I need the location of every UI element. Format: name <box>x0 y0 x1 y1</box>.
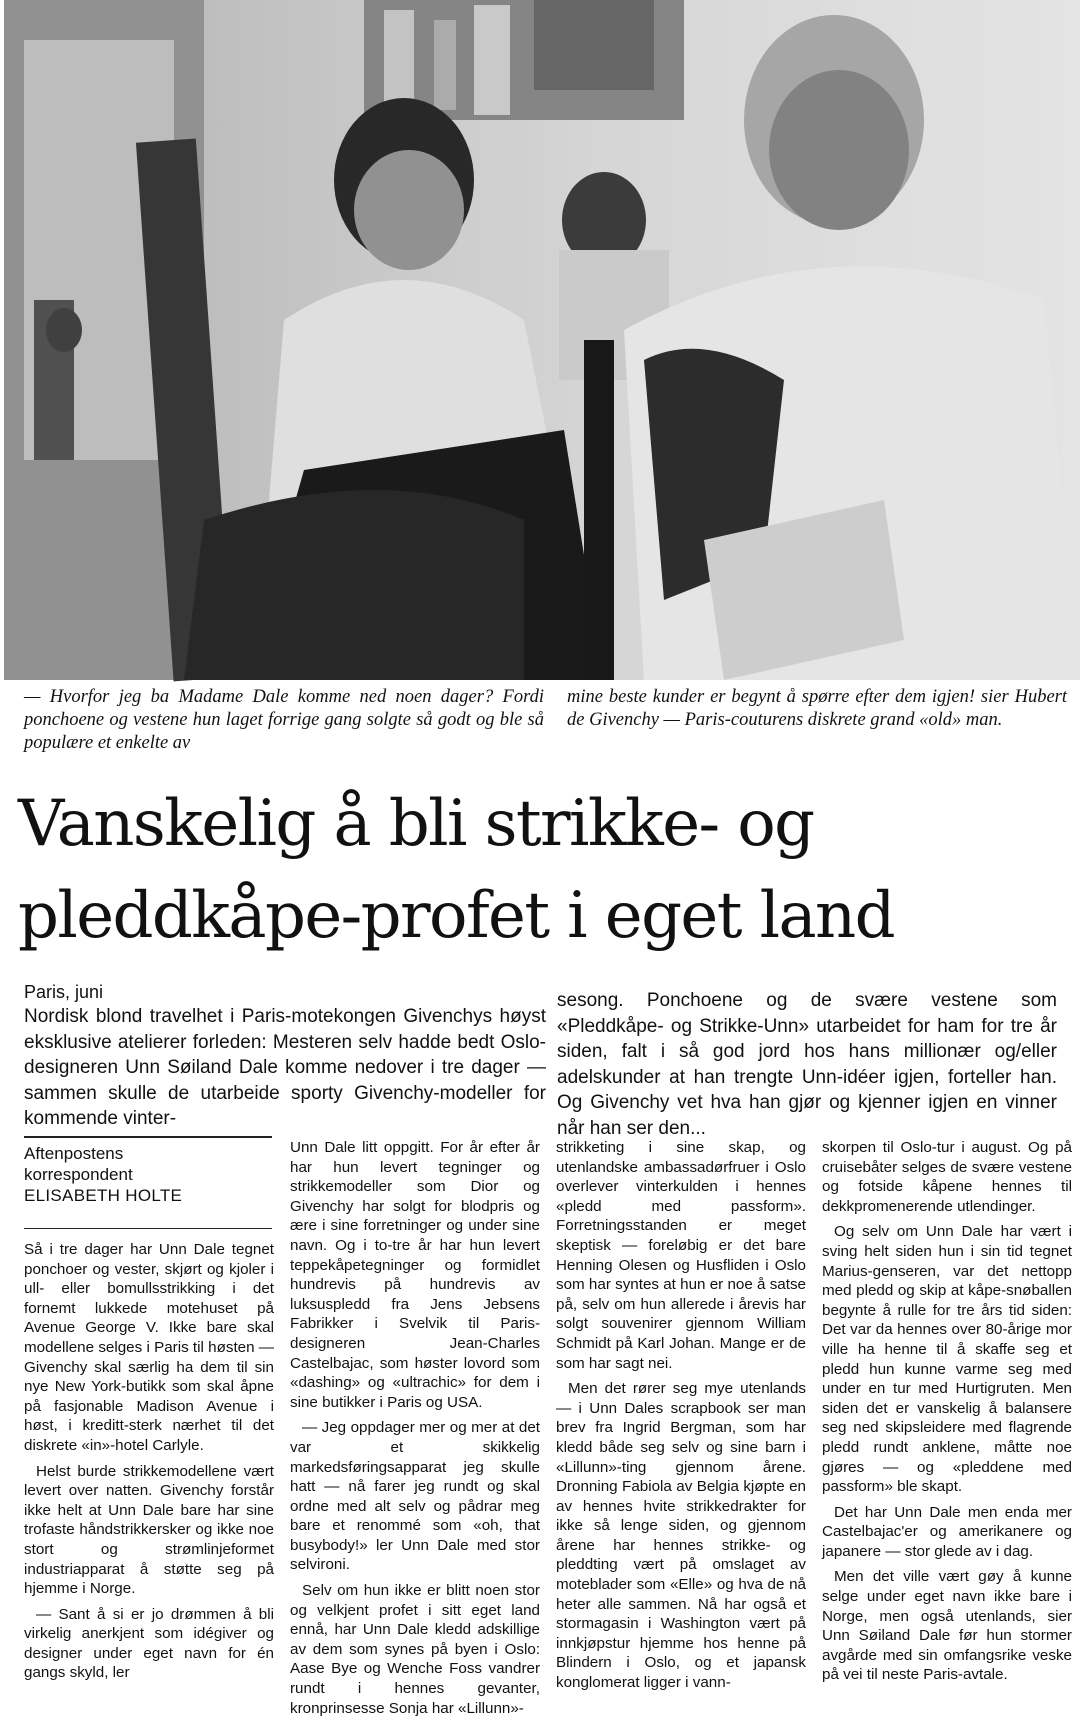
divider-byline-top <box>24 1136 272 1138</box>
paragraph: — Jeg oppdager mer og mer at det var et skikkelig markedsføringsapparat jeg skulle hatt — nå farer jeg rundt og skal ordne med alt selv og pådrar meg bare et renommé som «oh, that busybody!» ler Unn Dale med stor selvironi. <box>290 1419 540 1574</box>
headline <box>18 778 1078 962</box>
divider-byline-bottom <box>24 1228 272 1229</box>
body-column-3 <box>556 1138 806 1705</box>
paragraph: Helst burde strikkemodellene vært levert over natten. Givenchy forstår ikke helt at Unn Dale bare har sine trofaste håndstrikkersker og ikke noe stort og strømlinjeformet industriapparat å støtte seg på hjemme i Norge. <box>24 1462 274 1598</box>
paragraph: Unn Dale litt oppgitt. For år efter år har hun levert tegninger og strikkemodeller som Dior og Givenchy har solgt for blodpris og ære i sine forretninger og under sine navn. Og i to-tre år har hun levert teppekåpetegninger og formidlet hundrevis på hundrevis av luksuspledd fra Jens Jebsens Fabrikker i Svelvik til Paris-designeren Jean-Charles Castelbajac, som høster lovord som «dashing» og «ultrachic» for dem i sine butikker i Paris og USA. <box>290 1139 540 1411</box>
body-column-1 <box>24 1240 274 1705</box>
paragraph: skorpen til Oslo-tur i august. Og på cruisebåter selges de svære vestene og fotside kåpene hennes til dekkpromenerende utlendinger. <box>822 1139 1072 1215</box>
paragraph: Men det rører seg mye utenlands — i Unn Dales scrapbook ser man brev fra Ingrid Bergman, som har kledd både seg selv og sine barn i «Lillunn»-ting gjennom årene. Dronning Fabiola av Belgia kjøpte en av hennes hvite strikkedrakter for ikke så lenge siden, og gjennom årene har hennes strikke- og pleddting vært på omslaget av moteblader som «Elle» og hva de nå heter alle sammen. Nå har også et stormagasin i Washington vært på innkjøpstur hjemme hos henne på Blindern i Oslo, og et japansk konglomerat ligger i vann- <box>556 1380 806 1692</box>
paragraph: Så i tre dager har Unn Dale tegnet ponchoer og vester, skjørt og kjoler i ull- eller bomullsstrikking i det fornemt lukkede motehuset på Avenue George V. Ikke bare skal modellene selges i Paris til høsten — Givenchy skal særlig ha dem til sin nye New York-butikk som skal åpne på fasjonable Madison Avenue i høst, i kreditt-sterk nærhet til det diskrete «in»-hotel Carlyle. <box>24 1241 274 1454</box>
headline-line-2: pleddkåpe-profet i eget land <box>18 879 894 953</box>
paragraph: Og selv om Unn Dale har vært i sving helt siden hun i sin tid tegnet Marius-genseren, var det nettopp med pledd og skip at kåpe-snøballen begynte å rulle for tre års tid siden: Det var da hennes over 80-årige mor ville ha henne til å skaffe seg et pledd hun kunne varme seg med under en tur med Hurtigruten. Men siden det er vanskelig å balansere seg ned skipsleidere med flagrende pledd rundt anklene, måtte noe gjøres — og «pleddene med passform» ble skapt. <box>822 1223 1072 1496</box>
paragraph: Det har Unn Dale men enda mer Castelbajac'er og amerikanere og japanere — stor glede av i dag. <box>822 1503 1072 1560</box>
article-photo <box>4 0 1080 680</box>
paragraph: Selv om hun ikke er blitt noen stor og velkjent profet i sitt eget land ennå, har Unn Dale kledd adskillige av dem som synes på byen i Oslo: Aase Bye og Wenche Foss vandrer rundt i hennes gevanter, kronprinsesse Sonja har «Lillunn»- <box>290 1582 540 1717</box>
headline-line-1: Vanskelig å bli strikke- og <box>18 787 814 861</box>
paragraph: Men det ville vært gøy å kunne selge under eget navn ikke bare i Norge, men også utenlands, sier Unn Søiland Dale før hun stormer avgårde med sin omfangsrike veske på vei til neste Paris-avtale. <box>822 1568 1072 1684</box>
byline-line-2: korrespondent <box>24 1165 133 1184</box>
byline-author: ELISABETH HOLTE <box>24 1186 183 1205</box>
lead-paragraph-right: sesong. Ponchoene og de svære vestene som «Pleddkåpe- og Strikke-Unn» utarbeidet for ham for tre år siden, falt i så god jord hos hans millionær og/eller adelskunder at han trengte Unn-idéer igjen, forteller han. Og Givenchy vet hva han gjør og kjenner igjen en vinner når han ser den... <box>557 990 1057 1139</box>
photo-illustration <box>4 0 1080 680</box>
body-column-2 <box>290 1138 540 1717</box>
body-column-4 <box>822 1138 1072 1705</box>
dateline: Paris, juni <box>24 982 104 1002</box>
photo-caption-left: — Hvorfor jeg ba Madame Dale komme ned noen dager? Fordi ponchoene og vestene hun laget forrige gang solgte så godt og ble så populære et enkelte av <box>24 687 544 753</box>
paragraph: — Sant å si er jo drømmen å bli virkelig anerkjent som idégiver og designer under eget navn for én gangs skyld, ler <box>24 1605 274 1682</box>
lead-paragraph-left: Nordisk blond travelhet i Paris-motekongen Givenchys høyst eksklusive atelierer forleden: Mesteren selv hadde bedt Oslo-designeren Unn Søiland Dale komme nedover i tre dager — sammen skulle de utarbeide sporty Givenchy-modeller for kommende vinter- <box>24 1006 546 1129</box>
photo-caption-right: mine beste kunder er begynt å spørre efter dem igjen! sier Hubert de Givenchy — Paris-couturens diskrete grand «old» man. <box>567 687 1067 730</box>
byline-line-1: Aftenpostens <box>24 1144 124 1163</box>
paragraph: strikketing i sine skap, og utenlandske ambassadørfruer i Oslo overlever vinterkulden i hennes «pledd med passform». Forretningsstanden er meget skeptisk — foreløbig er det bare Henning Olesen og Husfliden i Oslo som har syntes at hun er noe å satse på, selv om hun allerede i årevis har solgt souvenirer gjennom William Schmidt på Karl Johan. Mange er de som har sagt nei. <box>556 1139 806 1372</box>
byline <box>24 1143 286 1206</box>
